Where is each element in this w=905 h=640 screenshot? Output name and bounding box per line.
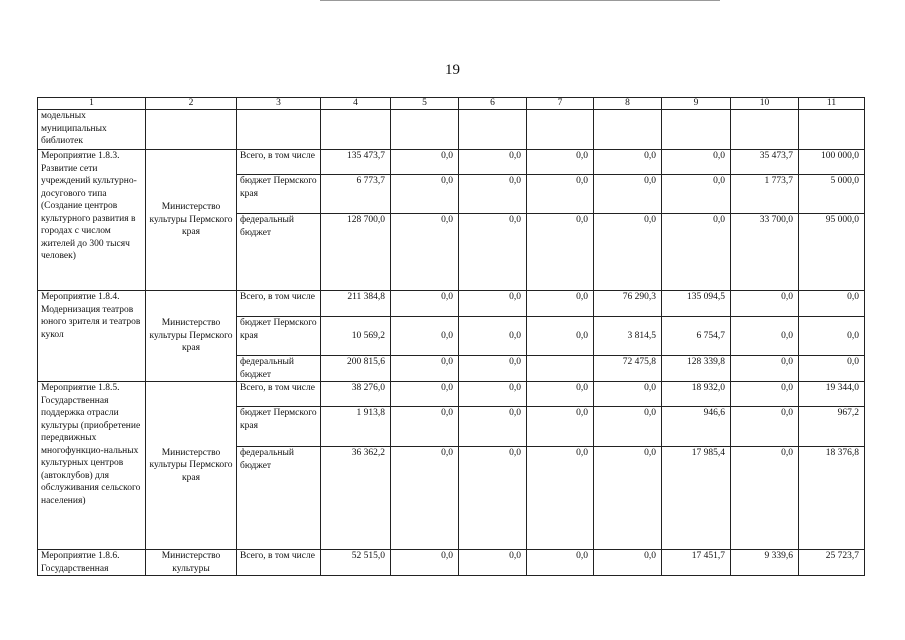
value-cell: 1 913,8 [321, 407, 391, 447]
value-cell: 946,6 [662, 407, 731, 447]
value-cell: 0,0 [391, 317, 459, 356]
executor: Министерство культуры Пермского края [146, 382, 237, 550]
header-cell: 2 [146, 98, 237, 110]
value-cell: 35 473,7 [731, 150, 799, 175]
value-cell: 0,0 [459, 150, 527, 175]
header-cell: 1 [38, 98, 146, 110]
value-cell: 0,0 [391, 550, 459, 576]
value-cell [527, 356, 594, 382]
header-row [38, 98, 865, 110]
value-cell: 0,0 [527, 382, 594, 407]
funding-source: бюджет Пермского края [237, 175, 321, 214]
value-cell: 0,0 [731, 407, 799, 447]
funding-source: федеральный бюджет [237, 214, 321, 291]
value-cell: 0,0 [594, 214, 662, 291]
value-cell: 33 700,0 [731, 214, 799, 291]
value-cell: 0,0 [391, 407, 459, 447]
table-row [38, 382, 865, 407]
executor: Министерство культуры Пермского края [146, 150, 237, 291]
value-cell: 18 376,8 [799, 447, 865, 550]
value-cell: 72 475,8 [594, 356, 662, 382]
activity-name: Мероприятие 1.8.6. Государственная [38, 550, 146, 576]
value-cell: 0,0 [391, 175, 459, 214]
value-cell: 18 932,0 [662, 382, 731, 407]
activity-name: модельных муниципальных библиотек [38, 110, 146, 150]
value-cell: 128 700,0 [321, 214, 391, 291]
value-cell: 3 814,5 [594, 317, 662, 356]
header-cell: 7 [527, 98, 594, 110]
table-row [38, 291, 865, 317]
value-cell: 0,0 [527, 214, 594, 291]
value-cell: 135 094,5 [662, 291, 731, 317]
value-cell: 0,0 [391, 447, 459, 550]
value-cell: 0,0 [594, 550, 662, 576]
activity-name: Мероприятие 1.8.3. Развитие сети учреждений культурно-досугового типа (Создание центров культурного развития в городах с числом жителей до 300 тысяч человек) [38, 150, 146, 291]
value-cell: 200 815,6 [321, 356, 391, 382]
value-cell: 0,0 [459, 175, 527, 214]
value-cell: 135 473,7 [321, 150, 391, 175]
value-cell: 0,0 [391, 214, 459, 291]
value-cell: 36 362,2 [321, 447, 391, 550]
funding-source: бюджет Пермского края [237, 407, 321, 447]
value-cell: 0,0 [799, 356, 865, 382]
activity-name: Мероприятие 1.8.5. Государственная поддержка отрасли культуры (приобретение передвижных многофункцио-нальных культурных центров (автоклубов) для обслуживания сельского населения) [38, 382, 146, 550]
funding-source: Всего, в том числе [237, 550, 321, 576]
executor: Министерство культуры [146, 550, 237, 576]
value-cell: 0,0 [391, 150, 459, 175]
funding-source: федеральный бюджет [237, 447, 321, 550]
value-cell: 0,0 [731, 382, 799, 407]
value-cell: 0,0 [527, 175, 594, 214]
value-cell: 0,0 [459, 407, 527, 447]
value-cell: 0,0 [662, 175, 731, 214]
value-cell: 17 985,4 [662, 447, 731, 550]
value-cell: 0,0 [594, 407, 662, 447]
header-cell: 9 [662, 98, 731, 110]
value-cell: 1 773,7 [731, 175, 799, 214]
value-cell: 0,0 [527, 150, 594, 175]
value-cell: 0,0 [594, 175, 662, 214]
value-cell: 0,0 [594, 382, 662, 407]
value-cell: 0,0 [527, 550, 594, 576]
value-cell: 0,0 [391, 382, 459, 407]
funding-source: Всего, в том числе [237, 382, 321, 407]
header-cell: 5 [391, 98, 459, 110]
value-cell: 0,0 [459, 356, 527, 382]
value-cell: 0,0 [459, 550, 527, 576]
value-cell: 0,0 [527, 407, 594, 447]
header-cell: 4 [321, 98, 391, 110]
activity-name: Мероприятие 1.8.4. Модернизация театров юного зрителя и театров кукол [38, 291, 146, 382]
funding-source: Всего, в том числе [237, 150, 321, 175]
value-cell: 25 723,7 [799, 550, 865, 576]
page-number: 19 [445, 62, 460, 78]
executor: Министерство культуры Пермского края [146, 291, 237, 382]
value-cell: 0,0 [527, 447, 594, 550]
table-row [38, 150, 865, 175]
value-cell: 128 339,8 [662, 356, 731, 382]
header-cell: 8 [594, 98, 662, 110]
value-cell: 0,0 [527, 291, 594, 317]
table-row [38, 550, 865, 576]
funding-source: бюджет Пермского края [237, 317, 321, 356]
value-cell: 211 384,8 [321, 291, 391, 317]
funding-source: Всего, в том числе [237, 291, 321, 317]
value-cell: 38 276,0 [321, 382, 391, 407]
value-cell: 52 515,0 [321, 550, 391, 576]
value-cell: 0,0 [527, 317, 594, 356]
value-cell: 0,0 [731, 356, 799, 382]
value-cell: 0,0 [799, 317, 865, 356]
value-cell: 0,0 [459, 317, 527, 356]
value-cell: 0,0 [662, 214, 731, 291]
value-cell: 0,0 [662, 150, 731, 175]
value-cell: 17 451,7 [662, 550, 731, 576]
scan-edge-line [320, 0, 720, 2]
value-cell: 0,0 [731, 317, 799, 356]
value-cell: 0,0 [459, 291, 527, 317]
value-cell: 0,0 [459, 382, 527, 407]
value-cell: 0,0 [391, 356, 459, 382]
value-cell: 6 754,7 [662, 317, 731, 356]
funding-source: федеральный бюджет [237, 356, 321, 382]
value-cell: 0,0 [731, 447, 799, 550]
value-cell: 0,0 [391, 291, 459, 317]
value-cell: 0,0 [594, 447, 662, 550]
value-cell: 0,0 [459, 214, 527, 291]
header-cell: 3 [237, 98, 321, 110]
value-cell: 76 290,3 [594, 291, 662, 317]
value-cell: 100 000,0 [799, 150, 865, 175]
value-cell: 6 773,7 [321, 175, 391, 214]
value-cell: 0,0 [594, 150, 662, 175]
value-cell: 10 569,2 [321, 317, 391, 356]
header-cell: 11 [799, 98, 865, 110]
budget-table [37, 97, 865, 576]
value-cell: 0,0 [731, 291, 799, 317]
value-cell: 95 000,0 [799, 214, 865, 291]
value-cell: 9 339,6 [731, 550, 799, 576]
value-cell: 19 344,0 [799, 382, 865, 407]
value-cell: 967,2 [799, 407, 865, 447]
value-cell: 0,0 [799, 291, 865, 317]
value-cell: 5 000,0 [799, 175, 865, 214]
header-cell: 10 [731, 98, 799, 110]
header-cell: 6 [459, 98, 527, 110]
table-row [38, 110, 865, 150]
value-cell: 0,0 [459, 447, 527, 550]
